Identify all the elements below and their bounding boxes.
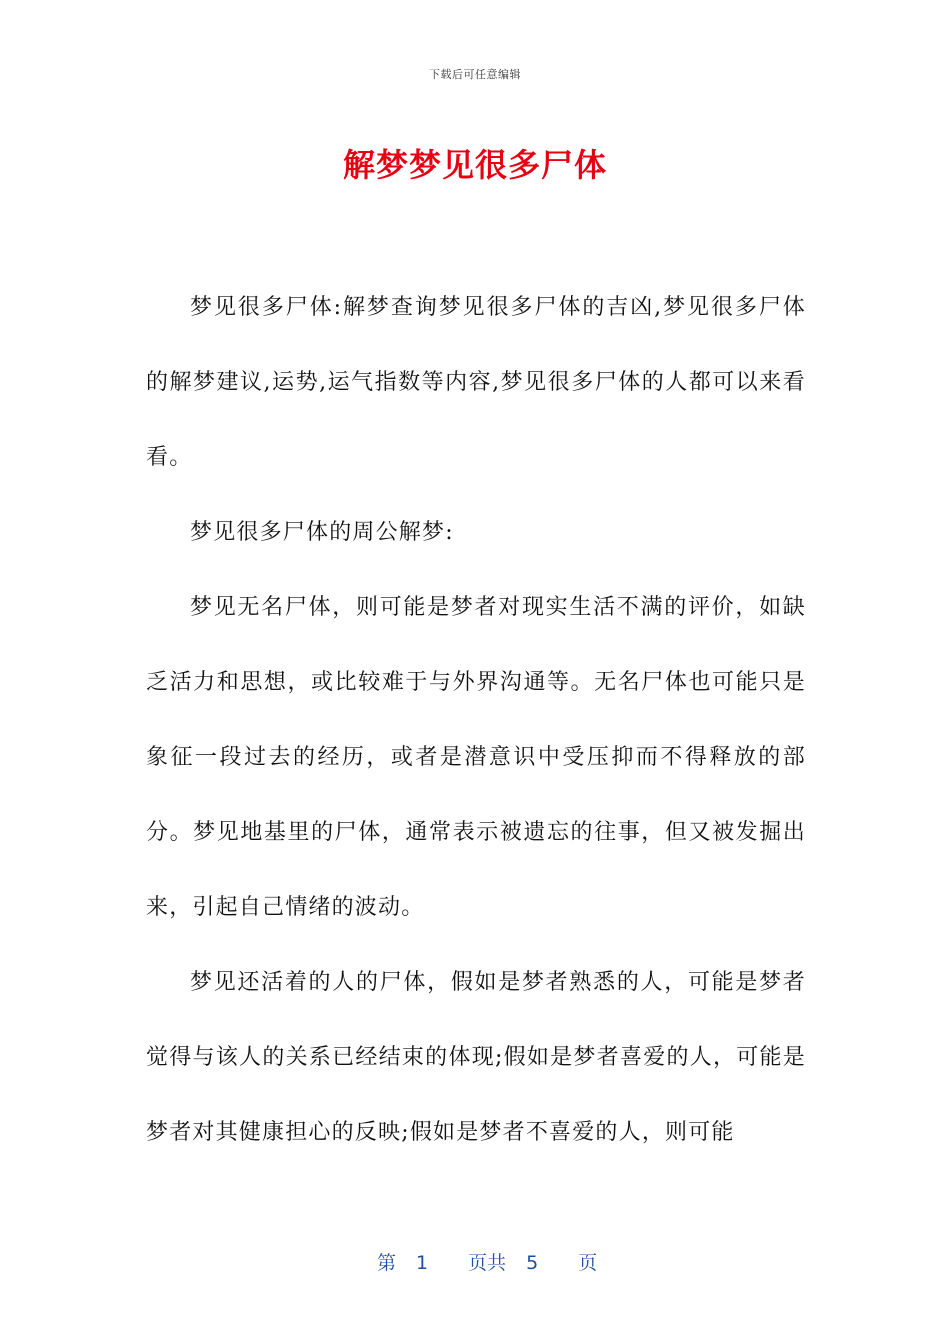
paragraph-unnamed-corpse: 梦见无名尸体，则可能是梦者对现实生活不满的评价，如缺乏活力和思想，或比较难于与外界沟通等。无名尸体也可能只是象征一段过去的经历，或者是潜意识中受压抑而不得释放的部分。梦见地基里的尸体，通常表示被遗忘的往事，但又被发掘出来，引起自己情绪的波动。	[146, 595, 806, 920]
document-title: 解梦梦见很多尸体	[342, 146, 607, 184]
footer-total-pages: 5	[526, 1252, 539, 1274]
header-note: 下载后可任意编辑	[429, 68, 521, 81]
paragraph-living-person-corpse: 梦见还活着的人的尸体，假如是梦者熟悉的人，可能是梦者觉得与该人的关系已经结束的体现;假如是梦者喜爱的人，可能是梦者对其健康担心的反映;假如是梦者不喜爱的人，则可能	[146, 970, 806, 1145]
footer-page-middle: 页共	[468, 1252, 507, 1274]
footer-page-number: 1	[415, 1252, 429, 1274]
paragraph-intro: 梦见很多尸体:解梦查询梦见很多尸体的吉凶,梦见很多尸体的解梦建议,运势,运气指数等内容,梦见很多尸体的人都可以来看看。	[146, 295, 806, 470]
footer-page-suffix: 页	[578, 1252, 598, 1274]
page-footer	[0, 1226, 950, 1297]
footer-page-prefix: 第	[376, 1252, 396, 1274]
document-body	[146, 270, 806, 1170]
paragraph-heading: 梦见很多尸体的周公解梦:	[190, 520, 454, 545]
